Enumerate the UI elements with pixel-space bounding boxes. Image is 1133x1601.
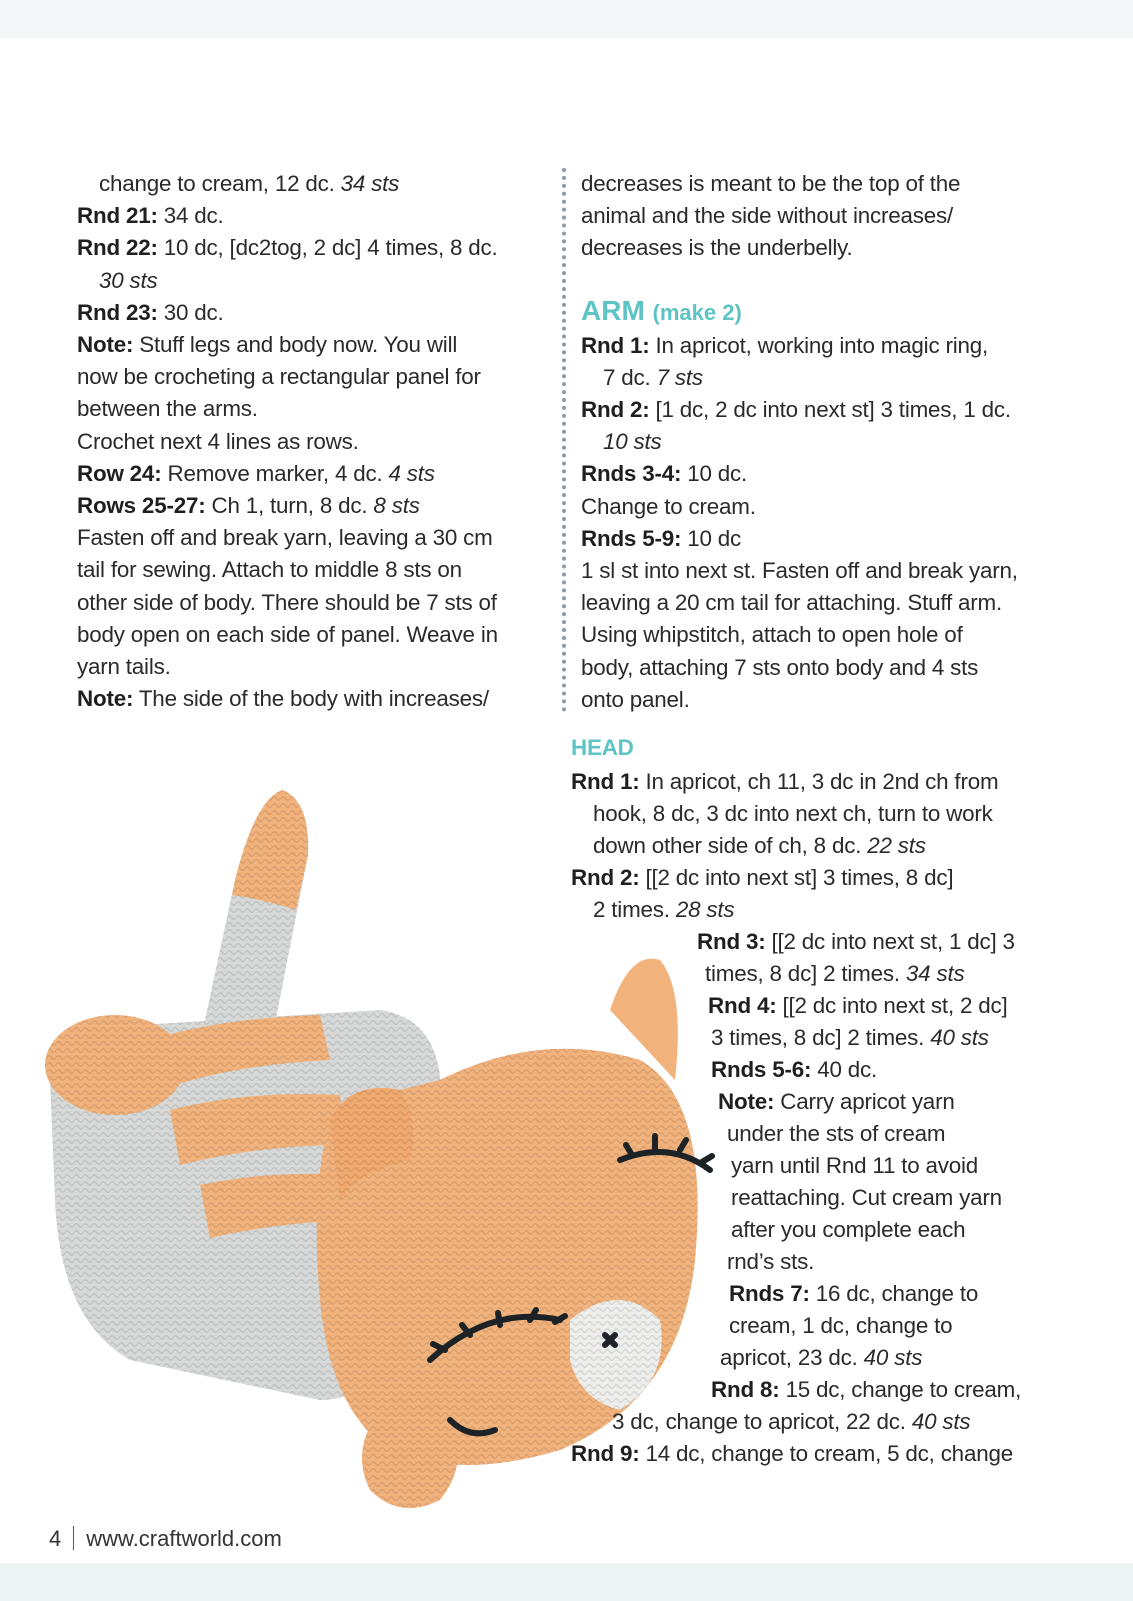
pattern-line: Rnds 5-9: 10 dc xyxy=(581,525,742,551)
pattern-line: 7 dc. 7 sts xyxy=(603,364,703,390)
pattern-line: 3 times, 8 dc] 2 times. 40 sts xyxy=(711,1025,989,1050)
pattern-line: decreases is the underbelly. xyxy=(581,235,853,261)
pattern-line: Rnd 1: In apricot, ch 11, 3 dc in 2nd ch from xyxy=(571,769,999,794)
pattern-line: Rnds 3-4: 10 dc. xyxy=(581,461,748,487)
pattern-line: Rnds 5-6: 40 dc. xyxy=(711,1057,878,1082)
pattern-line: Row 24: Remove marker, 4 dc. 4 sts xyxy=(77,460,435,486)
pattern-line: apricot, 23 dc. 40 sts xyxy=(720,1345,923,1370)
pattern-line: leaving a 20 cm tail for attaching. Stuff arm. xyxy=(581,590,1002,616)
top-band xyxy=(0,0,1133,38)
pattern-line: 10 sts xyxy=(603,429,662,455)
pattern-line: after you complete each xyxy=(731,1217,966,1242)
pattern-line: animal and the side without increases/ xyxy=(581,203,954,229)
pattern-line: tail for sewing. Attach to middle 8 sts on xyxy=(77,557,462,583)
pattern-line: now be crocheting a rectangular panel for xyxy=(77,364,481,390)
pattern-line: yarn until Rnd 11 to avoid xyxy=(731,1153,979,1178)
column-divider xyxy=(562,168,566,712)
pattern-line: rnd’s sts. xyxy=(727,1249,815,1274)
pattern-line: body open on each side of panel. Weave in xyxy=(77,621,498,647)
footer-separator xyxy=(73,1526,74,1550)
pattern-line: times, 8 dc] 2 times. 34 sts xyxy=(705,961,965,986)
page-footer xyxy=(49,1525,282,1553)
pattern-line: Rnd 2: [[2 dc into next st] 3 times, 8 dc] xyxy=(571,865,954,890)
pattern-line: Using whipstitch, attach to open hole of xyxy=(581,622,963,648)
pattern-line: down other side of ch, 8 dc. 22 sts xyxy=(593,833,926,858)
website-link[interactable]: www.craftworld.com xyxy=(86,1526,282,1551)
pattern-line: Rnd 22: 10 dc, [dc2tog, 2 dc] 4 times, 8 dc. xyxy=(77,235,498,261)
pattern-line: Rows 25-27: Ch 1, turn, 8 dc. 8 sts xyxy=(77,493,420,519)
pattern-line: Rnd 4: [[2 dc into next st, 2 dc] xyxy=(708,993,1008,1018)
pattern-line: under the sts of cream xyxy=(727,1121,946,1146)
pattern-line: 30 sts xyxy=(99,267,158,293)
pattern-line: Rnd 2: [1 dc, 2 dc into next st] 3 times, 1 dc. xyxy=(581,397,1011,423)
pattern-line: Rnd 3: [[2 dc into next st, 1 dc] 3 xyxy=(697,929,1015,954)
pattern-line: Note: The side of the body with increases/ xyxy=(77,686,489,712)
section-heading-arm: ARM (make 2) xyxy=(581,294,742,326)
pattern-line: reattaching. Cut cream yarn xyxy=(731,1185,1002,1210)
right-column xyxy=(581,168,1061,716)
pattern-line: 3 dc, change to apricot, 22 dc. 40 sts xyxy=(612,1409,971,1434)
pattern-line: Change to cream. xyxy=(581,493,756,519)
left-column xyxy=(77,168,537,715)
pattern-line: Rnd 21: 34 dc. xyxy=(77,203,224,229)
pattern-line: Rnds 7: 16 dc, change to xyxy=(729,1281,979,1306)
pattern-line: decreases is meant to be the top of the xyxy=(581,171,961,196)
pattern-line: between the arms. xyxy=(77,396,258,422)
pattern-line: cream, 1 dc, change to xyxy=(729,1313,953,1338)
pattern-line: onto panel. xyxy=(581,686,690,712)
pattern-line: other side of body. There should be 7 sts of xyxy=(77,589,497,615)
pattern-line: yarn tails. xyxy=(77,654,171,680)
section-heading-head: HEAD xyxy=(571,735,634,760)
pattern-line: 1 sl st into next st. Fasten off and break yarn, xyxy=(581,558,1018,584)
pattern-line: Rnd 8: 15 dc, change to cream, xyxy=(711,1377,1022,1402)
pattern-line: change to cream, 12 dc. 34 sts xyxy=(99,171,400,196)
bottom-band xyxy=(0,1563,1133,1601)
pattern-line: Note: Carry apricot yarn xyxy=(718,1089,955,1114)
pattern-line: Note: Stuff legs and body now. You will xyxy=(77,332,458,358)
pattern-line: Crochet next 4 lines as rows. xyxy=(77,428,359,454)
pattern-line: hook, 8 dc, 3 dc into next ch, turn to work xyxy=(593,801,993,826)
pattern-line: 2 times. 28 sts xyxy=(593,897,735,922)
pattern-line: body, attaching 7 sts onto body and 4 sts xyxy=(581,654,979,680)
pattern-line: Rnd 9: 14 dc, change to cream, 5 dc, change xyxy=(571,1441,1013,1466)
pattern-line: Fasten off and break yarn, leaving a 30 cm xyxy=(77,525,493,551)
pattern-line: Rnd 23: 30 dc. xyxy=(77,299,224,325)
pattern-line: Rnd 1: In apricot, working into magic ring, xyxy=(581,332,989,358)
page-number: 4 xyxy=(49,1526,62,1551)
